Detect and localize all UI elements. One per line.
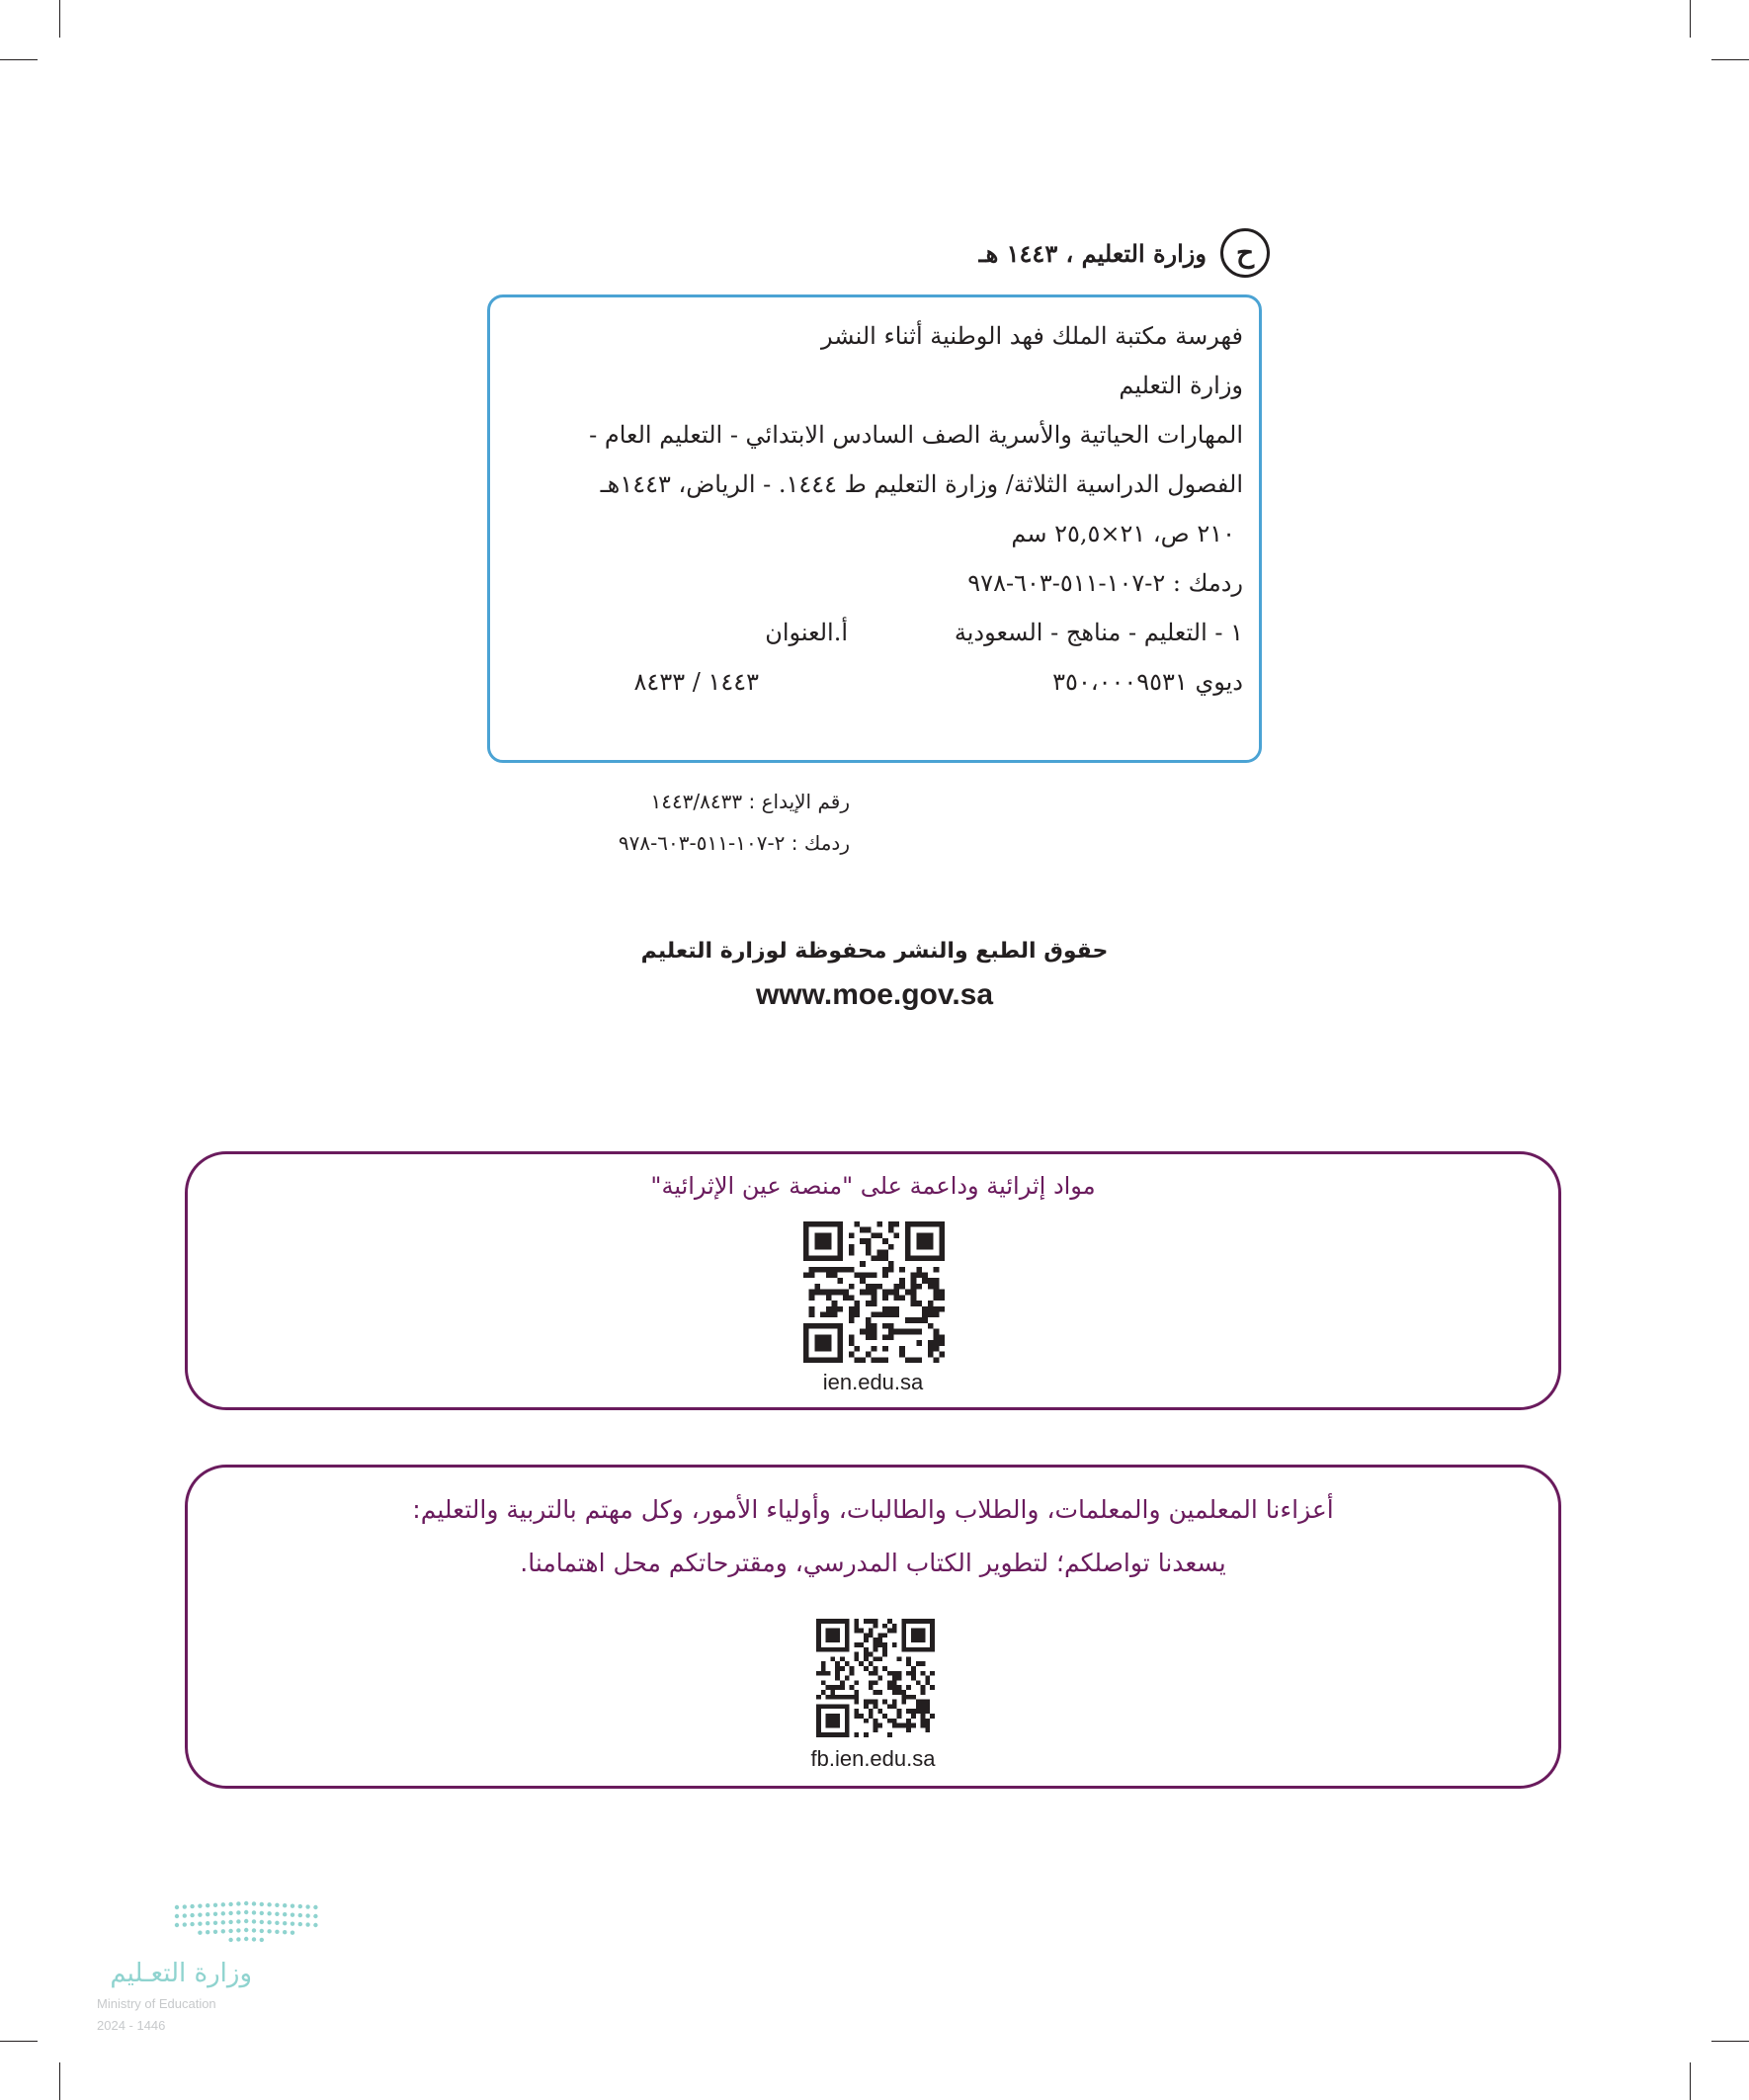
- enrichment-heading: مواد إثرائية وداعمة على "منصة عين الإثرائية": [650, 1172, 1096, 1200]
- deposit-info: [524, 781, 850, 864]
- copyright-line: [889, 225, 1270, 281]
- crop-mark-top-left: [59, 0, 60, 38]
- crop-mark-top-left-h: [0, 59, 38, 60]
- feedback-url[interactable]: fb.ien.edu.sa: [810, 1746, 936, 1771]
- deposit-number: رقم الإيداع : ١٤٤٣/٨٤٣٣: [650, 790, 850, 813]
- logo-year: 2024 - 1446: [97, 2018, 166, 2033]
- cip-line: المهارات الحياتية والأسرية الصف السادس الابتدائي - التعليم العام -: [589, 421, 1243, 449]
- cip-line: وزارة التعليم: [1119, 372, 1243, 399]
- logo-arabic: وزارة التعـليم: [110, 1959, 252, 1988]
- ministry-logo: [94, 1895, 331, 2044]
- crop-mark-top-right: [1690, 0, 1691, 38]
- enrichment-panel: [185, 1151, 1561, 1410]
- qr-code-icon[interactable]: [816, 1619, 935, 1737]
- cip-subject-row: [506, 608, 1243, 657]
- crop-mark-bottom-right: [1690, 2062, 1691, 2100]
- copyright-text: وزارة التعليم ، ١٤٤٣ هـ: [978, 238, 1207, 268]
- logo-english: Ministry of Education: [97, 1996, 216, 2011]
- feedback-line-1: أعزاءنا المعلمين والمعلمات، والطلاب والطالبات، وأولياء الأمور، وكل مهتم بالتربية والتعليم:: [412, 1495, 1334, 1524]
- qr-code-icon[interactable]: [803, 1221, 945, 1363]
- rights-statement: حقوق الطبع والنشر محفوظة لوزارة التعليم: [640, 939, 1109, 964]
- cip-subject: ١ - التعليم - مناهج - السعودية: [954, 619, 1243, 646]
- logo-dots-icon: [173, 1897, 321, 1951]
- cip-line: فهرسة مكتبة الملك فهد الوطنية أثناء النشر: [820, 322, 1243, 350]
- crop-mark-top-right-h: [1711, 59, 1749, 60]
- cip-deposit-number: ١٤٤٣ / ٨٤٣٣: [633, 668, 759, 696]
- crop-mark-bottom-right-h: [1711, 2041, 1749, 2042]
- enrichment-url[interactable]: ien.edu.sa: [822, 1370, 924, 1394]
- cip-dewey-row: [506, 657, 1243, 707]
- isbn: ردمك : ٢-١٠٧-٥١١-٦٠٣-٩٧٨: [618, 831, 850, 855]
- crop-mark-bottom-left-h: [0, 2041, 38, 2042]
- cip-dewey: ديوي ٣٥٠،٠٠٠٩٥٣١: [1052, 668, 1243, 696]
- cataloging-box: [487, 294, 1262, 763]
- feedback-panel: [185, 1465, 1561, 1789]
- cip-line: ردمك : ٢-١٠٧-٥١١-٦٠٣-٩٧٨: [967, 569, 1243, 597]
- cip-line: الفصول الدراسية الثلاثة/ وزارة التعليم ط ١٤٤٤. - الرياض، ١٤٤٣هـ: [600, 470, 1243, 498]
- crop-mark-bottom-left: [59, 2062, 60, 2100]
- cip-title-entry: أ.العنوان: [765, 619, 848, 646]
- ministry-url[interactable]: www.moe.gov.sa: [755, 978, 994, 1011]
- copyright-symbol: ح: [1220, 228, 1270, 278]
- cip-line: ٢١٠ ص، ٢١×٢٥,٥ سم: [1011, 520, 1235, 547]
- feedback-line-2: يسعدنا تواصلكم؛ لتطوير الكتاب المدرسي، ومقترحاتكم محل اهتمامنا.: [520, 1549, 1226, 1577]
